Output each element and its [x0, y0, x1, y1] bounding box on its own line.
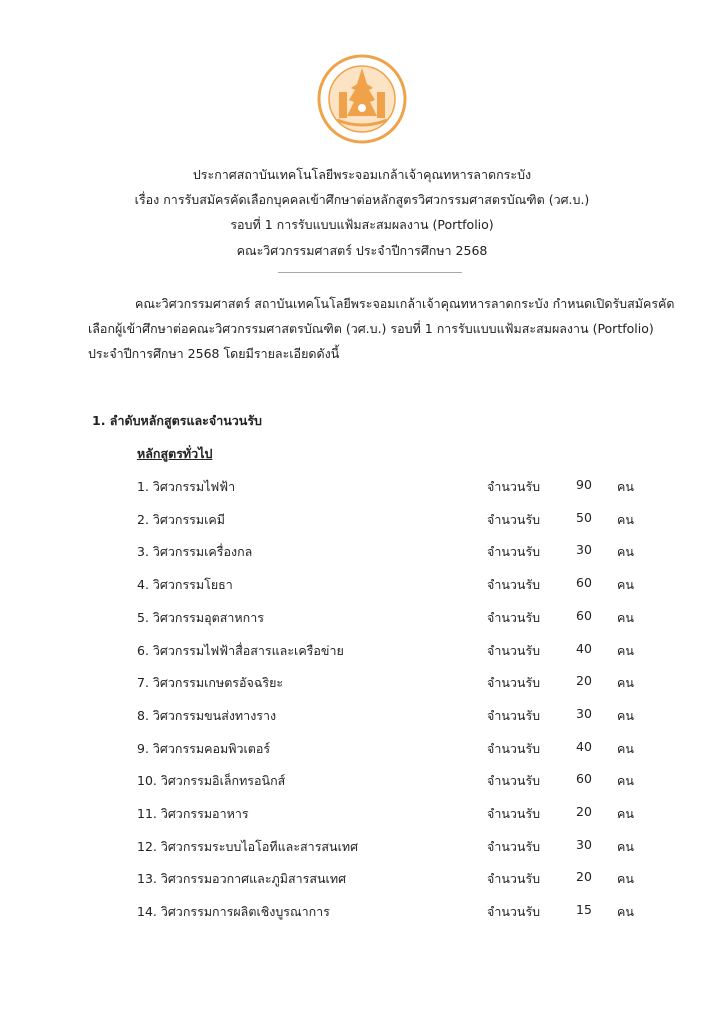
program-name: 5. วิศวกรรมอุตสาหการ	[137, 609, 264, 625]
intake-label: จำนวนรับ	[487, 577, 541, 593]
program-row	[137, 771, 637, 791]
intake-label: จำนวนรับ	[487, 740, 541, 756]
section-subheading: หลักสูตรทั่วไป	[137, 446, 213, 461]
intake-unit: คน	[617, 511, 634, 527]
program-name: 12. วิศวกรรมระบบไอโอทีและสารสนเทศ	[137, 838, 359, 854]
program-name: 10. วิศวกรรมอิเล็กทรอนิกส์	[137, 773, 286, 789]
intake-count: 60	[576, 771, 592, 787]
intake-unit: คน	[617, 642, 634, 658]
announcement-faculty-year: คณะวิศวกรรมศาสตร์ ประจำปีการศึกษา 2568	[236, 243, 488, 258]
intake-label: จำนวนรับ	[487, 707, 541, 723]
program-row	[137, 706, 637, 726]
intake-count: 20	[576, 804, 592, 819]
intake-label: จำนวนรับ	[487, 479, 541, 494]
intake-count: 30	[576, 542, 592, 558]
intake-unit: คน	[617, 479, 634, 494]
program-row	[137, 575, 637, 595]
intake-label: จำนวนรับ	[487, 609, 541, 625]
intake-label: จำนวนรับ	[487, 642, 541, 658]
intake-label: จำนวนรับ	[487, 511, 541, 527]
intake-count: 40	[576, 738, 592, 754]
intake-unit: คน	[617, 675, 634, 691]
intake-unit: คน	[617, 773, 634, 789]
program-name: 8. วิศวกรรมขนส่งทางราง	[137, 707, 277, 723]
intake-unit: คน	[617, 609, 634, 625]
intake-label: จำนวนรับ	[487, 904, 541, 920]
intake-count: 60	[576, 607, 592, 623]
intake-count: 20	[576, 673, 592, 689]
intake-unit: คน	[617, 838, 634, 854]
intake-count: 60	[576, 575, 592, 591]
institute-seal-logo	[317, 54, 407, 144]
program-row	[137, 510, 637, 530]
program-row	[137, 673, 637, 693]
intake-label: จำนวนรับ	[487, 838, 541, 854]
program-row	[137, 837, 637, 857]
announcement-title: ประกาศสถาบันเทคโนโลยีพระจอมเกล้าเจ้าคุณทหารลาดกระบัง	[192, 167, 532, 182]
program-row	[137, 477, 637, 497]
intake-count: 40	[576, 640, 592, 656]
program-name: 13. วิศวกรรมอวกาศและภูมิสารสนเทศ	[137, 871, 347, 887]
intake-count: 15	[576, 902, 592, 918]
intro-line-3: ประจำปีการศึกษา 2568 โดยมีรายละเอียดดังนี้	[88, 346, 340, 361]
program-name: 14. วิศวกรรมการผลิตเชิงบูรณาการ	[137, 904, 330, 920]
program-row	[137, 869, 637, 889]
intake-label: จำนวนรับ	[487, 806, 541, 821]
intake-count: 20	[576, 869, 592, 885]
program-row	[137, 902, 637, 922]
intake-unit: คน	[617, 806, 634, 821]
intake-count: 30	[576, 705, 592, 721]
program-name: 7. วิศวกรรมเกษตรอัจฉริยะ	[137, 675, 284, 691]
intake-count: 90	[576, 477, 592, 492]
program-name: 9. วิศวกรรมคอมพิวเตอร์	[137, 740, 271, 756]
intake-unit: คน	[617, 707, 634, 723]
intake-unit: คน	[617, 904, 634, 920]
program-name: 2. วิศวกรรมเคมี	[137, 511, 225, 527]
intake-unit: คน	[617, 740, 634, 756]
program-name: 3. วิศวกรรมเครื่องกล	[137, 544, 253, 560]
title-divider	[278, 272, 462, 273]
section-heading: 1. ลำดับหลักสูตรและจำนวนรับ	[92, 413, 262, 428]
program-name: 1. วิศวกรรมไฟฟ้า	[137, 479, 236, 494]
announcement-round: รอบที่ 1 การรับแบบแฟ้มสะสมผลงาน (Portfolio)	[230, 217, 494, 232]
intro-line-1: คณะวิศวกรรมศาสตร์ สถาบันเทคโนโลยีพระจอมเกล้าเจ้าคุณทหารลาดกระบัง กำหนดเปิดรับสมัครคัด	[135, 296, 675, 311]
program-name: 6. วิศวกรรมไฟฟ้าสื่อสารและเครือข่าย	[137, 642, 344, 658]
program-name: 4. วิศวกรรมโยธา	[137, 577, 233, 593]
program-row	[137, 804, 637, 824]
intake-count: 50	[576, 509, 592, 525]
program-row	[137, 542, 637, 562]
intake-unit: คน	[617, 577, 634, 593]
program-row	[137, 641, 637, 661]
program-name: 11. วิศวกรรมอาหาร	[137, 806, 249, 821]
program-row	[137, 739, 637, 759]
intake-label: จำนวนรับ	[487, 675, 541, 691]
intake-unit: คน	[617, 544, 634, 560]
program-row	[137, 608, 637, 628]
intake-label: จำนวนรับ	[487, 871, 541, 887]
intake-label: จำนวนรับ	[487, 773, 541, 789]
intro-line-2: เลือกผู้เข้าศึกษาต่อคณะวิศวกรรมศาสตรบัณฑิต (วศ.บ.) รอบที่ 1 การรับแบบแฟ้มสะสมผลงาน (Portfolio)	[88, 321, 654, 336]
intake-count: 30	[576, 836, 592, 852]
announcement-subject: เรื่อง การรับสมัครคัดเลือกบุคคลเข้าศึกษาต่อหลักสูตรวิศวกรรมศาสตรบัณฑิต (วศ.บ.)	[134, 192, 590, 207]
intake-label: จำนวนรับ	[487, 544, 541, 560]
intake-unit: คน	[617, 871, 634, 887]
